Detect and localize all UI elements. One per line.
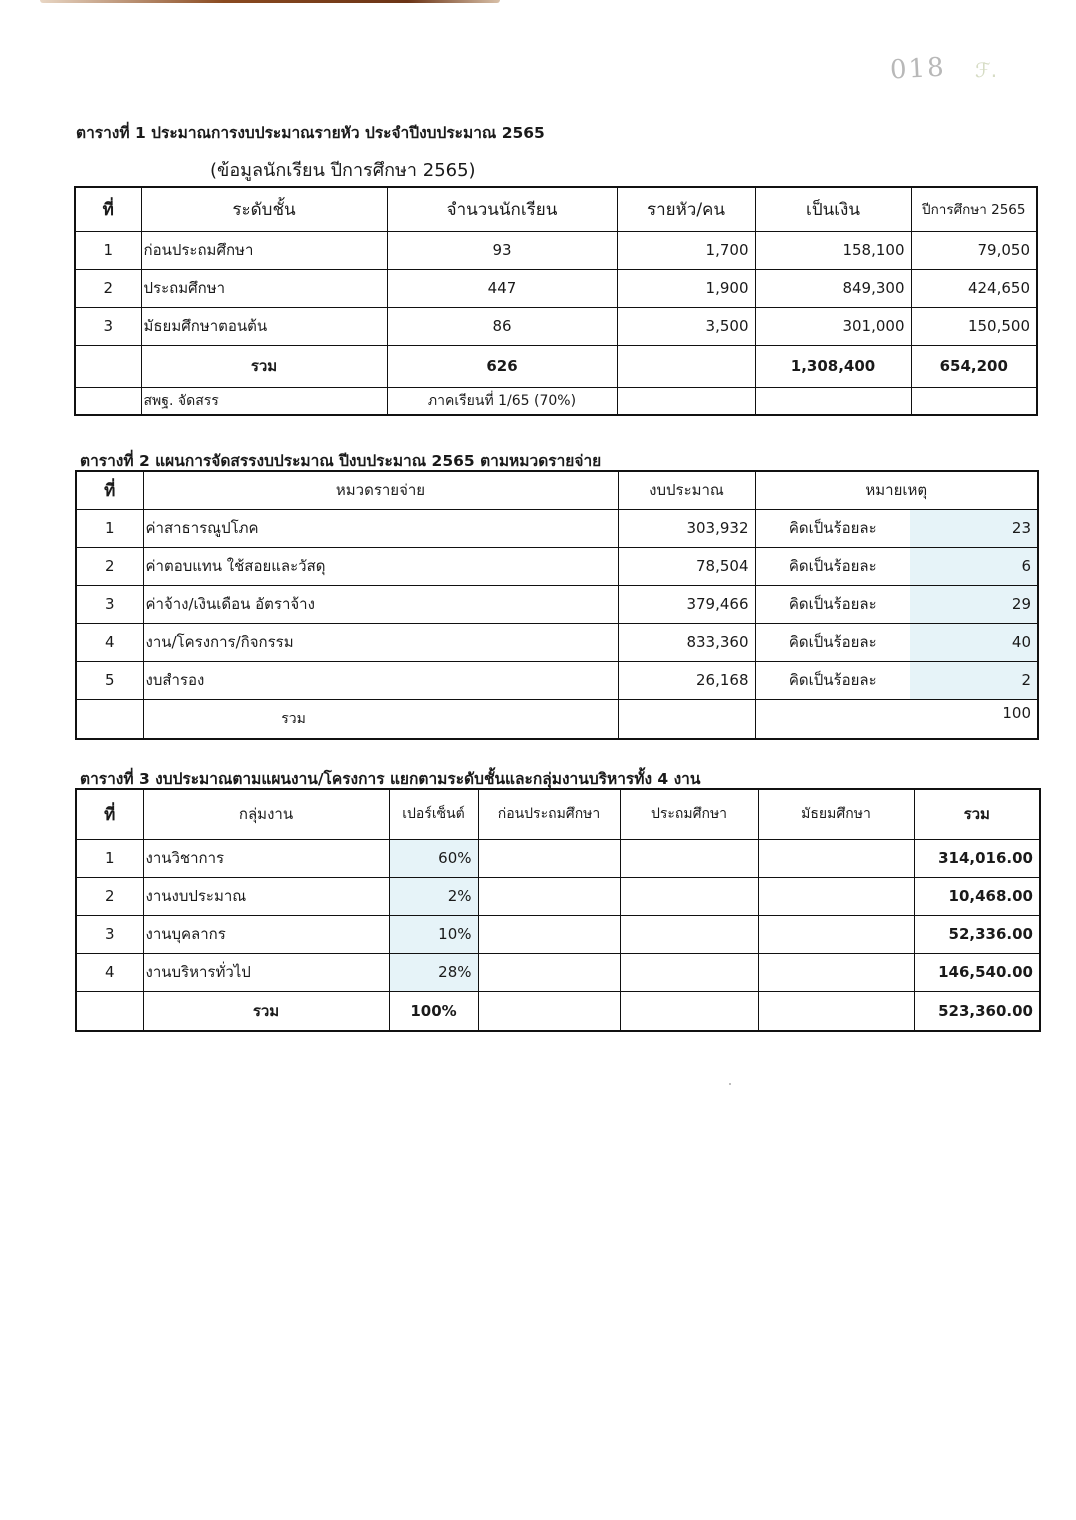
row-no: 1 — [75, 231, 141, 269]
table1-per-head-budget — [74, 186, 1038, 416]
header-students: จำนวนนักเรียน — [387, 187, 617, 231]
row-total: 314,016.00 — [914, 839, 1040, 877]
row-primary — [620, 839, 758, 877]
row-total: 52,336.00 — [914, 915, 1040, 953]
table1-subtitle: (ข้อมูลนักเรียน ปีการศึกษา 2565) — [210, 160, 476, 181]
row-note-label: คิดเป็นร้อยละ — [755, 585, 910, 623]
header-secondary: มัธยมศึกษา — [758, 789, 914, 839]
row-per-head: 3,500 — [617, 307, 755, 345]
row-percent: 40 — [910, 623, 1038, 661]
row-no: 3 — [75, 307, 141, 345]
row-percent: 10% — [389, 915, 478, 953]
row-percent: 2% — [389, 877, 478, 915]
row-category: ค่าสาธารณูปโภค — [143, 509, 618, 547]
handwritten-mark: ℱ. — [975, 58, 998, 82]
row-percent: 23 — [910, 509, 1038, 547]
header-no: ที่ — [76, 471, 143, 509]
total-amount: 523,360.00 — [914, 991, 1040, 1031]
table-row — [75, 269, 1037, 307]
row-no: 1 — [76, 839, 143, 877]
row-no: 2 — [76, 877, 143, 915]
header-no: ที่ — [76, 789, 143, 839]
row-no: 3 — [76, 585, 143, 623]
table-row — [76, 839, 1040, 877]
row-category: งาน/โครงการ/กิจกรรม — [143, 623, 618, 661]
table-row — [76, 547, 1038, 585]
row-amount: 158,100 — [755, 231, 911, 269]
handwritten-page-number: 018 — [889, 52, 947, 86]
row-students: 93 — [387, 231, 617, 269]
table2-title: ตารางที่ 2 แผนการจัดสรรงบประมาณ ปีงบประมาณ 2565 ตามหมวดรายจ่าย — [80, 452, 602, 470]
row-pre-primary — [478, 915, 620, 953]
row-note-label: คิดเป็นร้อยละ — [755, 623, 910, 661]
header-note: หมายเหตุ — [755, 471, 1038, 509]
table2-total-row — [76, 699, 1038, 739]
row-secondary — [758, 915, 914, 953]
row-per-head: 1,700 — [617, 231, 755, 269]
row-group: งานงบประมาณ — [143, 877, 389, 915]
total-label: รวม — [143, 699, 618, 739]
table3-header-row — [76, 789, 1040, 839]
row-budget: 379,466 — [618, 585, 755, 623]
total-label: รวม — [143, 991, 389, 1031]
allocation-label: สพฐ. จัดสรร — [141, 387, 387, 415]
table1-title: ตารางที่ 1 ประมาณการงบประมาณรายหัว ประจำปีงบประมาณ 2565 — [76, 124, 545, 142]
row-amount: 301,000 — [755, 307, 911, 345]
row-students: 447 — [387, 269, 617, 307]
row-primary — [620, 877, 758, 915]
scan-top-edge — [40, 0, 500, 3]
row-budget: 833,360 — [618, 623, 755, 661]
total-year-2565: 654,200 — [911, 345, 1037, 387]
row-level: ประถมศึกษา — [141, 269, 387, 307]
row-total: 146,540.00 — [914, 953, 1040, 991]
allocation-note: ภาคเรียนที่ 1/65 (70%) — [387, 387, 617, 415]
row-group: งานบุคลากร — [143, 915, 389, 953]
table3-title: ตารางที่ 3 งบประมาณตามแผนงาน/โครงการ แยกตามระดับชั้นและกลุ่มงานบริหารทั้ง 4 งาน — [80, 770, 701, 788]
row-no: 1 — [76, 509, 143, 547]
row-no: 5 — [76, 661, 143, 699]
row-percent: 29 — [910, 585, 1038, 623]
row-percent: 28% — [389, 953, 478, 991]
row-amount: 849,300 — [755, 269, 911, 307]
row-group: งานบริหารทั่วไป — [143, 953, 389, 991]
header-pre-primary: ก่อนประถมศึกษา — [478, 789, 620, 839]
row-year-2565: 79,050 — [911, 231, 1037, 269]
row-percent: 60% — [389, 839, 478, 877]
table-row — [75, 231, 1037, 269]
table-row — [76, 877, 1040, 915]
row-level: มัธยมศึกษาตอนต้น — [141, 307, 387, 345]
row-group: งานวิชาการ — [143, 839, 389, 877]
row-no: 4 — [76, 623, 143, 661]
header-no: ที่ — [75, 187, 141, 231]
row-no: 4 — [76, 953, 143, 991]
row-total: 10,468.00 — [914, 877, 1040, 915]
total-label: รวม — [141, 345, 387, 387]
header-level: ระดับชั้น — [141, 187, 387, 231]
row-year-2565: 150,500 — [911, 307, 1037, 345]
row-level: ก่อนประถมศึกษา — [141, 231, 387, 269]
row-secondary — [758, 953, 914, 991]
row-secondary — [758, 877, 914, 915]
table-row — [76, 623, 1038, 661]
header-amount: เป็นเงิน — [755, 187, 911, 231]
table2-expense-allocation — [75, 470, 1039, 740]
table3-total-row — [76, 991, 1040, 1031]
row-no: 2 — [76, 547, 143, 585]
row-percent: 6 — [910, 547, 1038, 585]
row-pre-primary — [478, 953, 620, 991]
total-amount: 1,308,400 — [755, 345, 911, 387]
row-year-2565: 424,650 — [911, 269, 1037, 307]
row-no: 3 — [76, 915, 143, 953]
row-no: 2 — [75, 269, 141, 307]
table-row — [76, 509, 1038, 547]
row-pre-primary — [478, 839, 620, 877]
row-category: ค่าตอบแทน ใช้สอยและวัสดุ — [143, 547, 618, 585]
row-primary — [620, 915, 758, 953]
total-percent: 100 — [755, 699, 1038, 739]
row-budget: 303,932 — [618, 509, 755, 547]
table-row — [75, 307, 1037, 345]
table-row — [76, 585, 1038, 623]
header-primary: ประถมศึกษา — [620, 789, 758, 839]
total-percent: 100% — [389, 991, 478, 1031]
row-category: งบสำรอง — [143, 661, 618, 699]
table-row — [76, 915, 1040, 953]
header-percent: เปอร์เซ็นต์ — [389, 789, 478, 839]
table-row — [76, 953, 1040, 991]
table1-total-row — [75, 345, 1037, 387]
header-budget: งบประมาณ — [618, 471, 755, 509]
row-students: 86 — [387, 307, 617, 345]
row-budget: 26,168 — [618, 661, 755, 699]
table-row — [76, 661, 1038, 699]
row-pre-primary — [478, 877, 620, 915]
total-students: 626 — [387, 345, 617, 387]
header-group: กลุ่มงาน — [143, 789, 389, 839]
row-percent: 2 — [910, 661, 1038, 699]
header-year-2565: ปีการศึกษา 2565 — [911, 187, 1037, 231]
row-per-head: 1,900 — [617, 269, 755, 307]
row-primary — [620, 953, 758, 991]
header-per-head: รายหัว/คน — [617, 187, 755, 231]
row-category: ค่าจ้าง/เงินเดือน อัตราจ้าง — [143, 585, 618, 623]
row-note-label: คิดเป็นร้อยละ — [755, 661, 910, 699]
row-note-label: คิดเป็นร้อยละ — [755, 509, 910, 547]
row-note-label: คิดเป็นร้อยละ — [755, 547, 910, 585]
row-budget: 78,504 — [618, 547, 755, 585]
table2-header-row — [76, 471, 1038, 509]
header-total: รวม — [914, 789, 1040, 839]
header-category: หมวดรายจ่าย — [143, 471, 618, 509]
table1-header-row — [75, 187, 1037, 231]
scan-speck — [729, 1083, 731, 1085]
table3-budget-by-group — [75, 788, 1041, 1032]
row-secondary — [758, 839, 914, 877]
table1-allocation-row — [75, 387, 1037, 415]
